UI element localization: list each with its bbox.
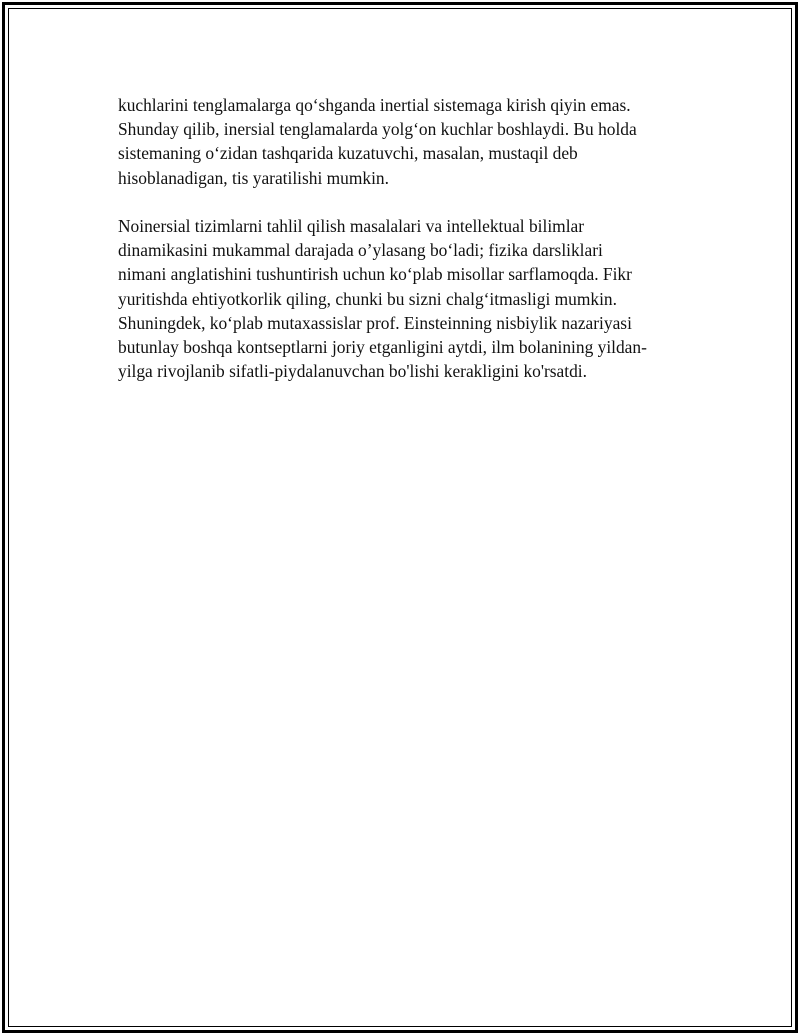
text-line: sistemaning o‘zidan tashqarida kuzatuvchi, masalan, mustaqil deb bbox=[118, 143, 578, 164]
text-line: Noinersial tizimlarni tahlil qilish masalalari va intellektual bilimlar bbox=[118, 216, 585, 236]
document-body bbox=[118, 93, 688, 408]
paragraph bbox=[118, 214, 688, 383]
text-line: yilga rivojlanib sifatli-piydalanuvchan bo'lishi kerakligini ko'rsatdi. bbox=[118, 361, 587, 382]
text-line: Shunday qilib, inersial tenglamalarda yolg‘on kuchlar boshlaydi. Bu holda bbox=[118, 119, 637, 140]
paragraph bbox=[118, 93, 688, 190]
text-line: Shuningdek, ko‘plab mutaxassislar prof. Einsteinning nisbiylik nazariyasi bbox=[118, 312, 632, 333]
text-line: butunlay boshqa kontseptlarni joriy etganligini aytdi, ilm bolanining yildan- bbox=[118, 337, 647, 358]
text-line: nimani anglatishini tushuntirish uchun ko‘plab misollar sarflamoqda. Fikr bbox=[118, 264, 632, 285]
text-line: dinamikasini mukammal darajada o’ylasang bo‘ladi; fizika darsliklari bbox=[118, 240, 603, 261]
text-line: hisoblanadigan, tis yaratilishi mumkin. bbox=[118, 167, 389, 188]
text-line: kuchlarini tenglamalarga qo‘shganda inertial sistemaga kirish qiyin emas. bbox=[118, 95, 631, 115]
text-line: yuritishda ehtiyotkorlik qiling, chunki bu sizni chalg‘itmasligi mumkin. bbox=[118, 288, 617, 309]
